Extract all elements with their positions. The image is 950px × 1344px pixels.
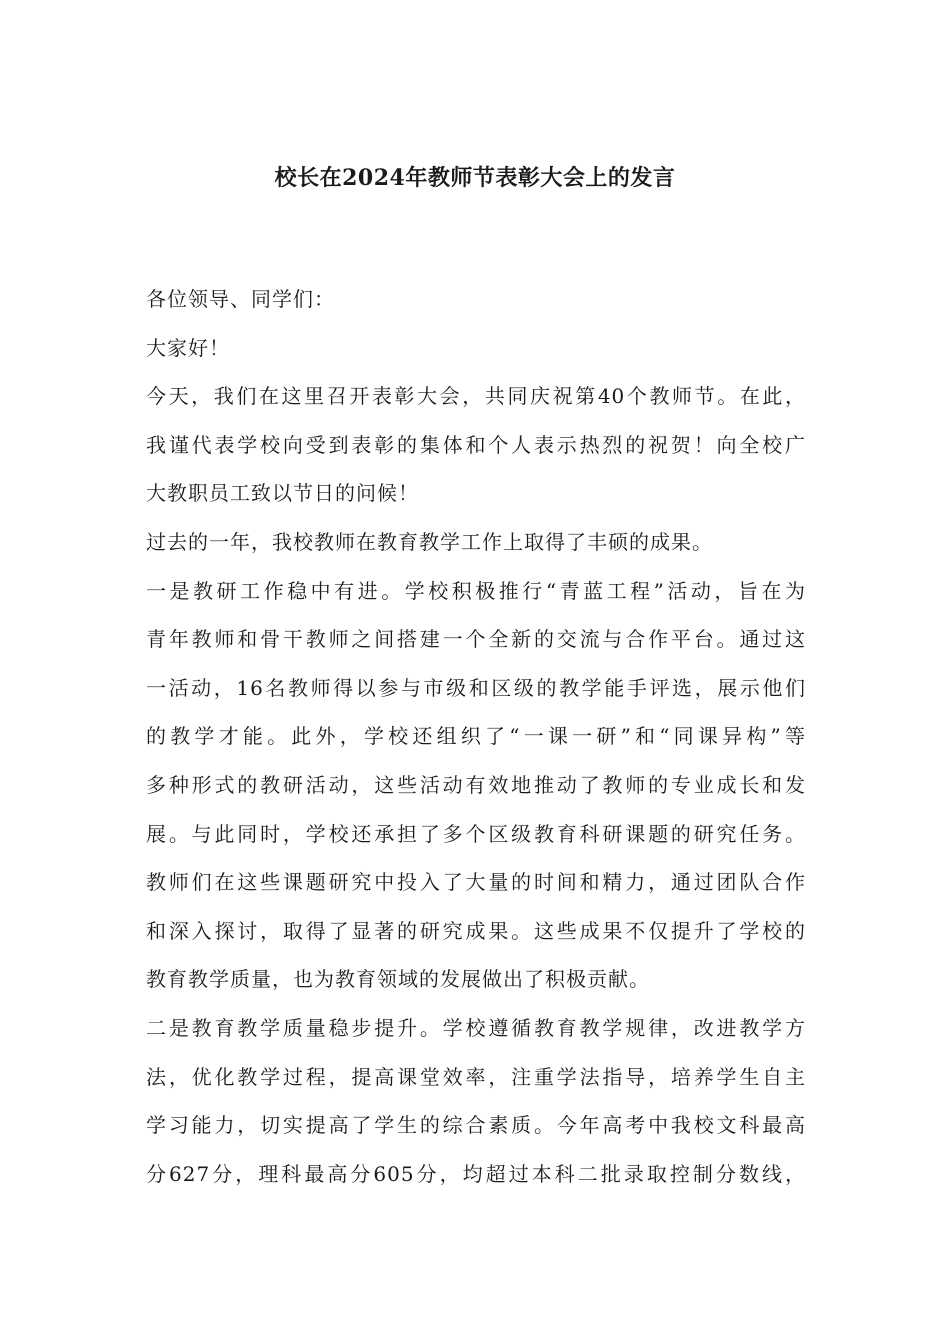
text-line: 展。与此同时，学校还承担了多个区级教育科研课题的研究任务。 bbox=[146, 821, 806, 846]
text-line: 分627分，理科最高分605分，均超过本科二批录取控制分数线， bbox=[146, 1161, 806, 1186]
text-line: 教师们在这些课题研究中投入了大量的时间和精力，通过团队合作 bbox=[146, 870, 806, 895]
text-line: 大教职员工致以节日的问候！ bbox=[146, 481, 419, 506]
text-line: 各位领导、同学们： bbox=[146, 287, 335, 311]
text-line: 二是教育教学质量稳步提升。学校遵循教育教学规律，改进教学方 bbox=[146, 1015, 806, 1040]
text-line: 学习能力，切实提高了学生的综合素质。今年高考中我校文科最高 bbox=[146, 1113, 806, 1138]
text-line: 和深入探讨，取得了显著的研究成果。这些成果不仅提升了学校的 bbox=[146, 918, 806, 943]
text-line: 大家好！ bbox=[146, 335, 230, 360]
text-line: 青年教师和骨干教师之间搭建一个全新的交流与合作平台。通过这 bbox=[146, 627, 806, 652]
text-line: 过去的一年，我校教师在教育教学工作上取得了丰硕的成果。 bbox=[146, 529, 713, 554]
text-line: 我谨代表学校向受到表彰的集体和个人表示热烈的祝贺！向全校广 bbox=[146, 432, 806, 457]
text-line: 的教学才能。此外，学校还组织了“一课一研”和“同课异构”等 bbox=[146, 724, 806, 749]
text-line: 今天，我们在这里召开表彰大会，共同庆祝第40个教师节。在此， bbox=[146, 384, 806, 409]
text-line: 法，优化教学过程，提高课堂效率，注重学法指导，培养学生自主 bbox=[146, 1064, 806, 1089]
text-line: 一是教研工作稳中有进。学校积极推行“青蓝工程”活动，旨在为 bbox=[146, 578, 806, 603]
document-title: 校长在2024年教师节表彰大会上的发言 bbox=[274, 165, 676, 191]
text-line: 一活动，16名教师得以参与市级和区级的教学能手评选，展示他们 bbox=[146, 675, 806, 700]
text-line: 教育教学质量，也为教育领域的发展做出了积极贡献。 bbox=[146, 967, 650, 992]
text-line: 多种形式的教研活动，这些活动有效地推动了教师的专业成长和发 bbox=[146, 772, 806, 797]
document-body bbox=[146, 282, 806, 1205]
